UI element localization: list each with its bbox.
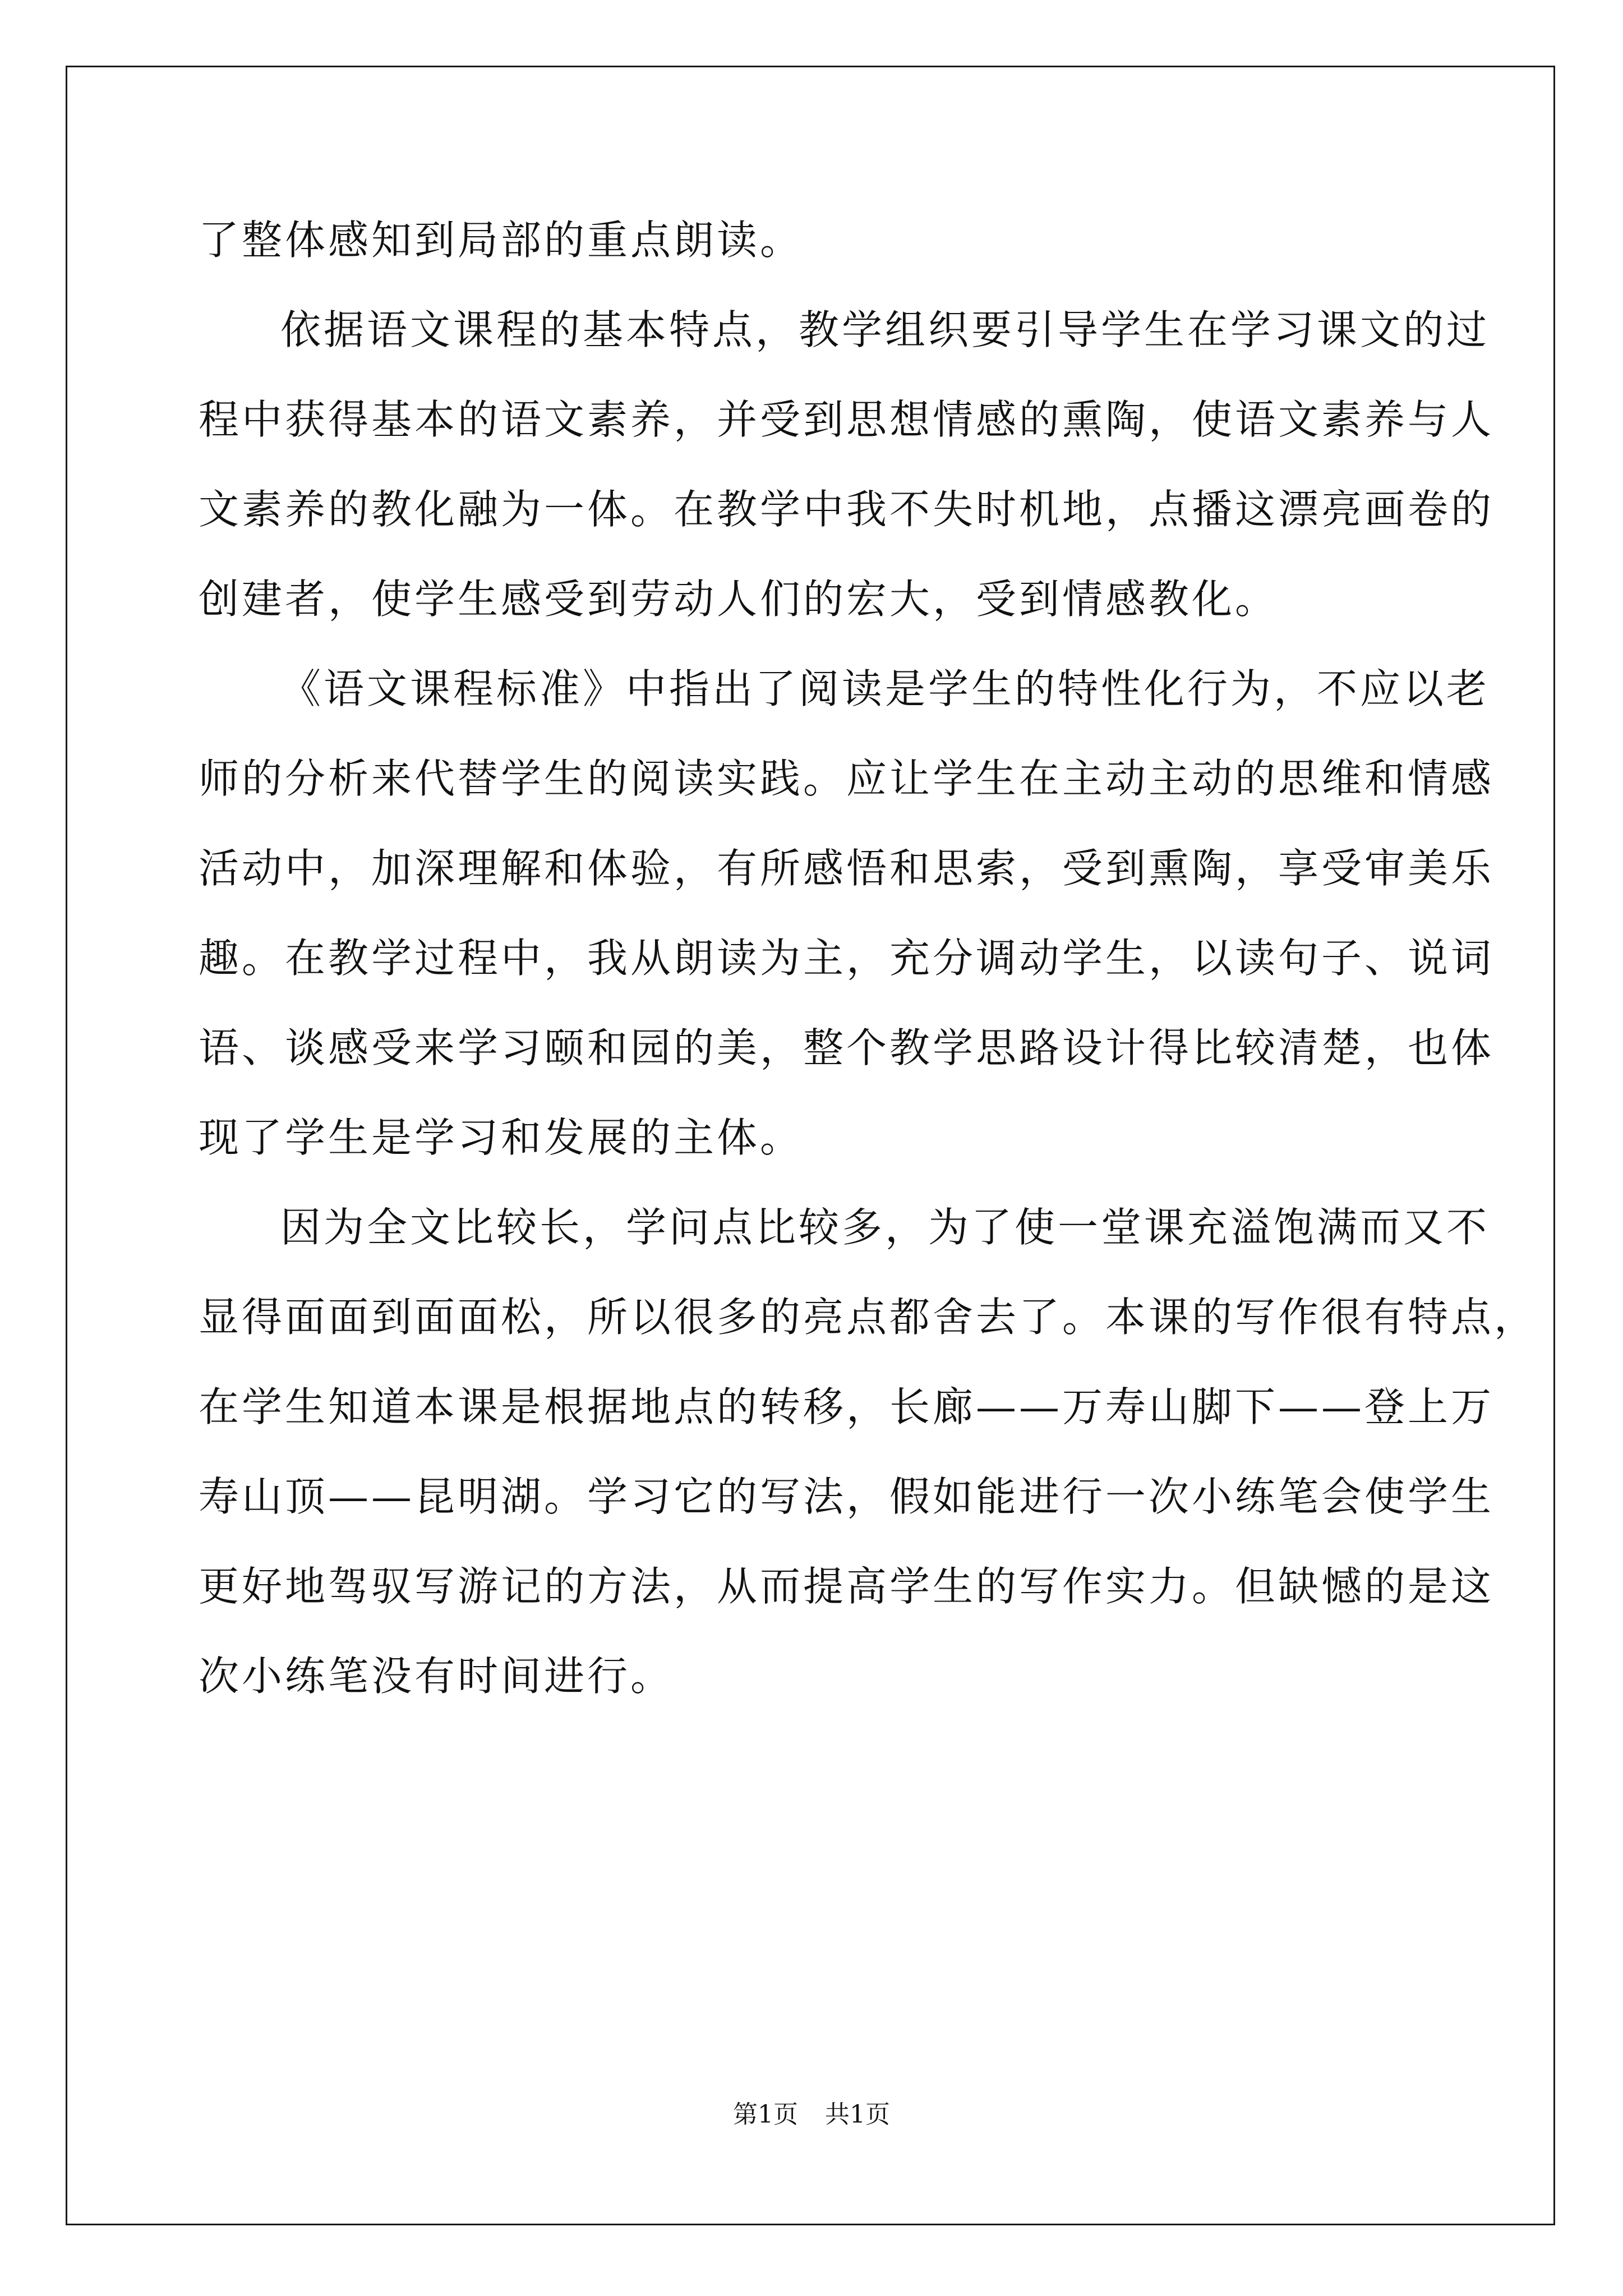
text-line: 语、谈感受来学习颐和园的美，整个教学思路设计得比较清楚，也体: [199, 1024, 1495, 1071]
text-line: 文素养的教化融为一体。在教学中我不失时机地，点播这漂亮画卷的: [199, 486, 1495, 533]
text-line: 了整体感知到局部的重点朗读。: [199, 217, 804, 264]
paragraph-first-line: 因为全文比较长，学问点比较多，为了使一堂课充溢饱满而又不: [280, 1204, 1490, 1251]
text-line: 更好地驾驭写游记的方法，从而提高学生的写作实力。但缺憾的是这: [199, 1563, 1495, 1610]
text-line: 师的分析来代替学生的阅读实践。应让学生在主动主动的思维和情感: [199, 755, 1495, 802]
page-number: 第1页: [733, 2100, 798, 2129]
text-line: 创建者，使学生感受到劳动人们的宏大，受到情感教化。: [199, 576, 1279, 623]
text-line: 现了学生是学习和发展的主体。: [199, 1114, 804, 1161]
text-line: 显得面面到面面松，所以很多的亮点都舍去了。本课的写作很有特点，: [199, 1294, 1538, 1341]
text-line: 在学生知道本课是根据地点的转移，长廊——万寿山脚下——登上万: [199, 1383, 1495, 1430]
text-line: 次小练笔没有时间进行。: [199, 1653, 674, 1700]
paragraph-first-line: 《语文课程标准》中指出了阅读是学生的特性化行为，不应以老: [280, 665, 1490, 712]
page-footer: [0, 2098, 1623, 2132]
text-line: 程中获得基本的语文素养，并受到思想情感的熏陶，使语文素养与人: [199, 396, 1495, 443]
page-total: 共1页: [825, 2100, 890, 2129]
text-line: 活动中，加深理解和体验，有所感悟和思索，受到熏陶，享受审美乐: [199, 845, 1495, 892]
paragraph-first-line: 依据语文课程的基本特点，教学组织要引导学生在学习课文的过: [280, 306, 1490, 353]
text-line: 寿山顶——昆明湖。学习它的写法，假如能进行一次小练笔会使学生: [199, 1473, 1495, 1520]
text-line: 趣。在教学过程中，我从朗读为主，充分调动学生，以读句子、说词: [199, 935, 1495, 982]
